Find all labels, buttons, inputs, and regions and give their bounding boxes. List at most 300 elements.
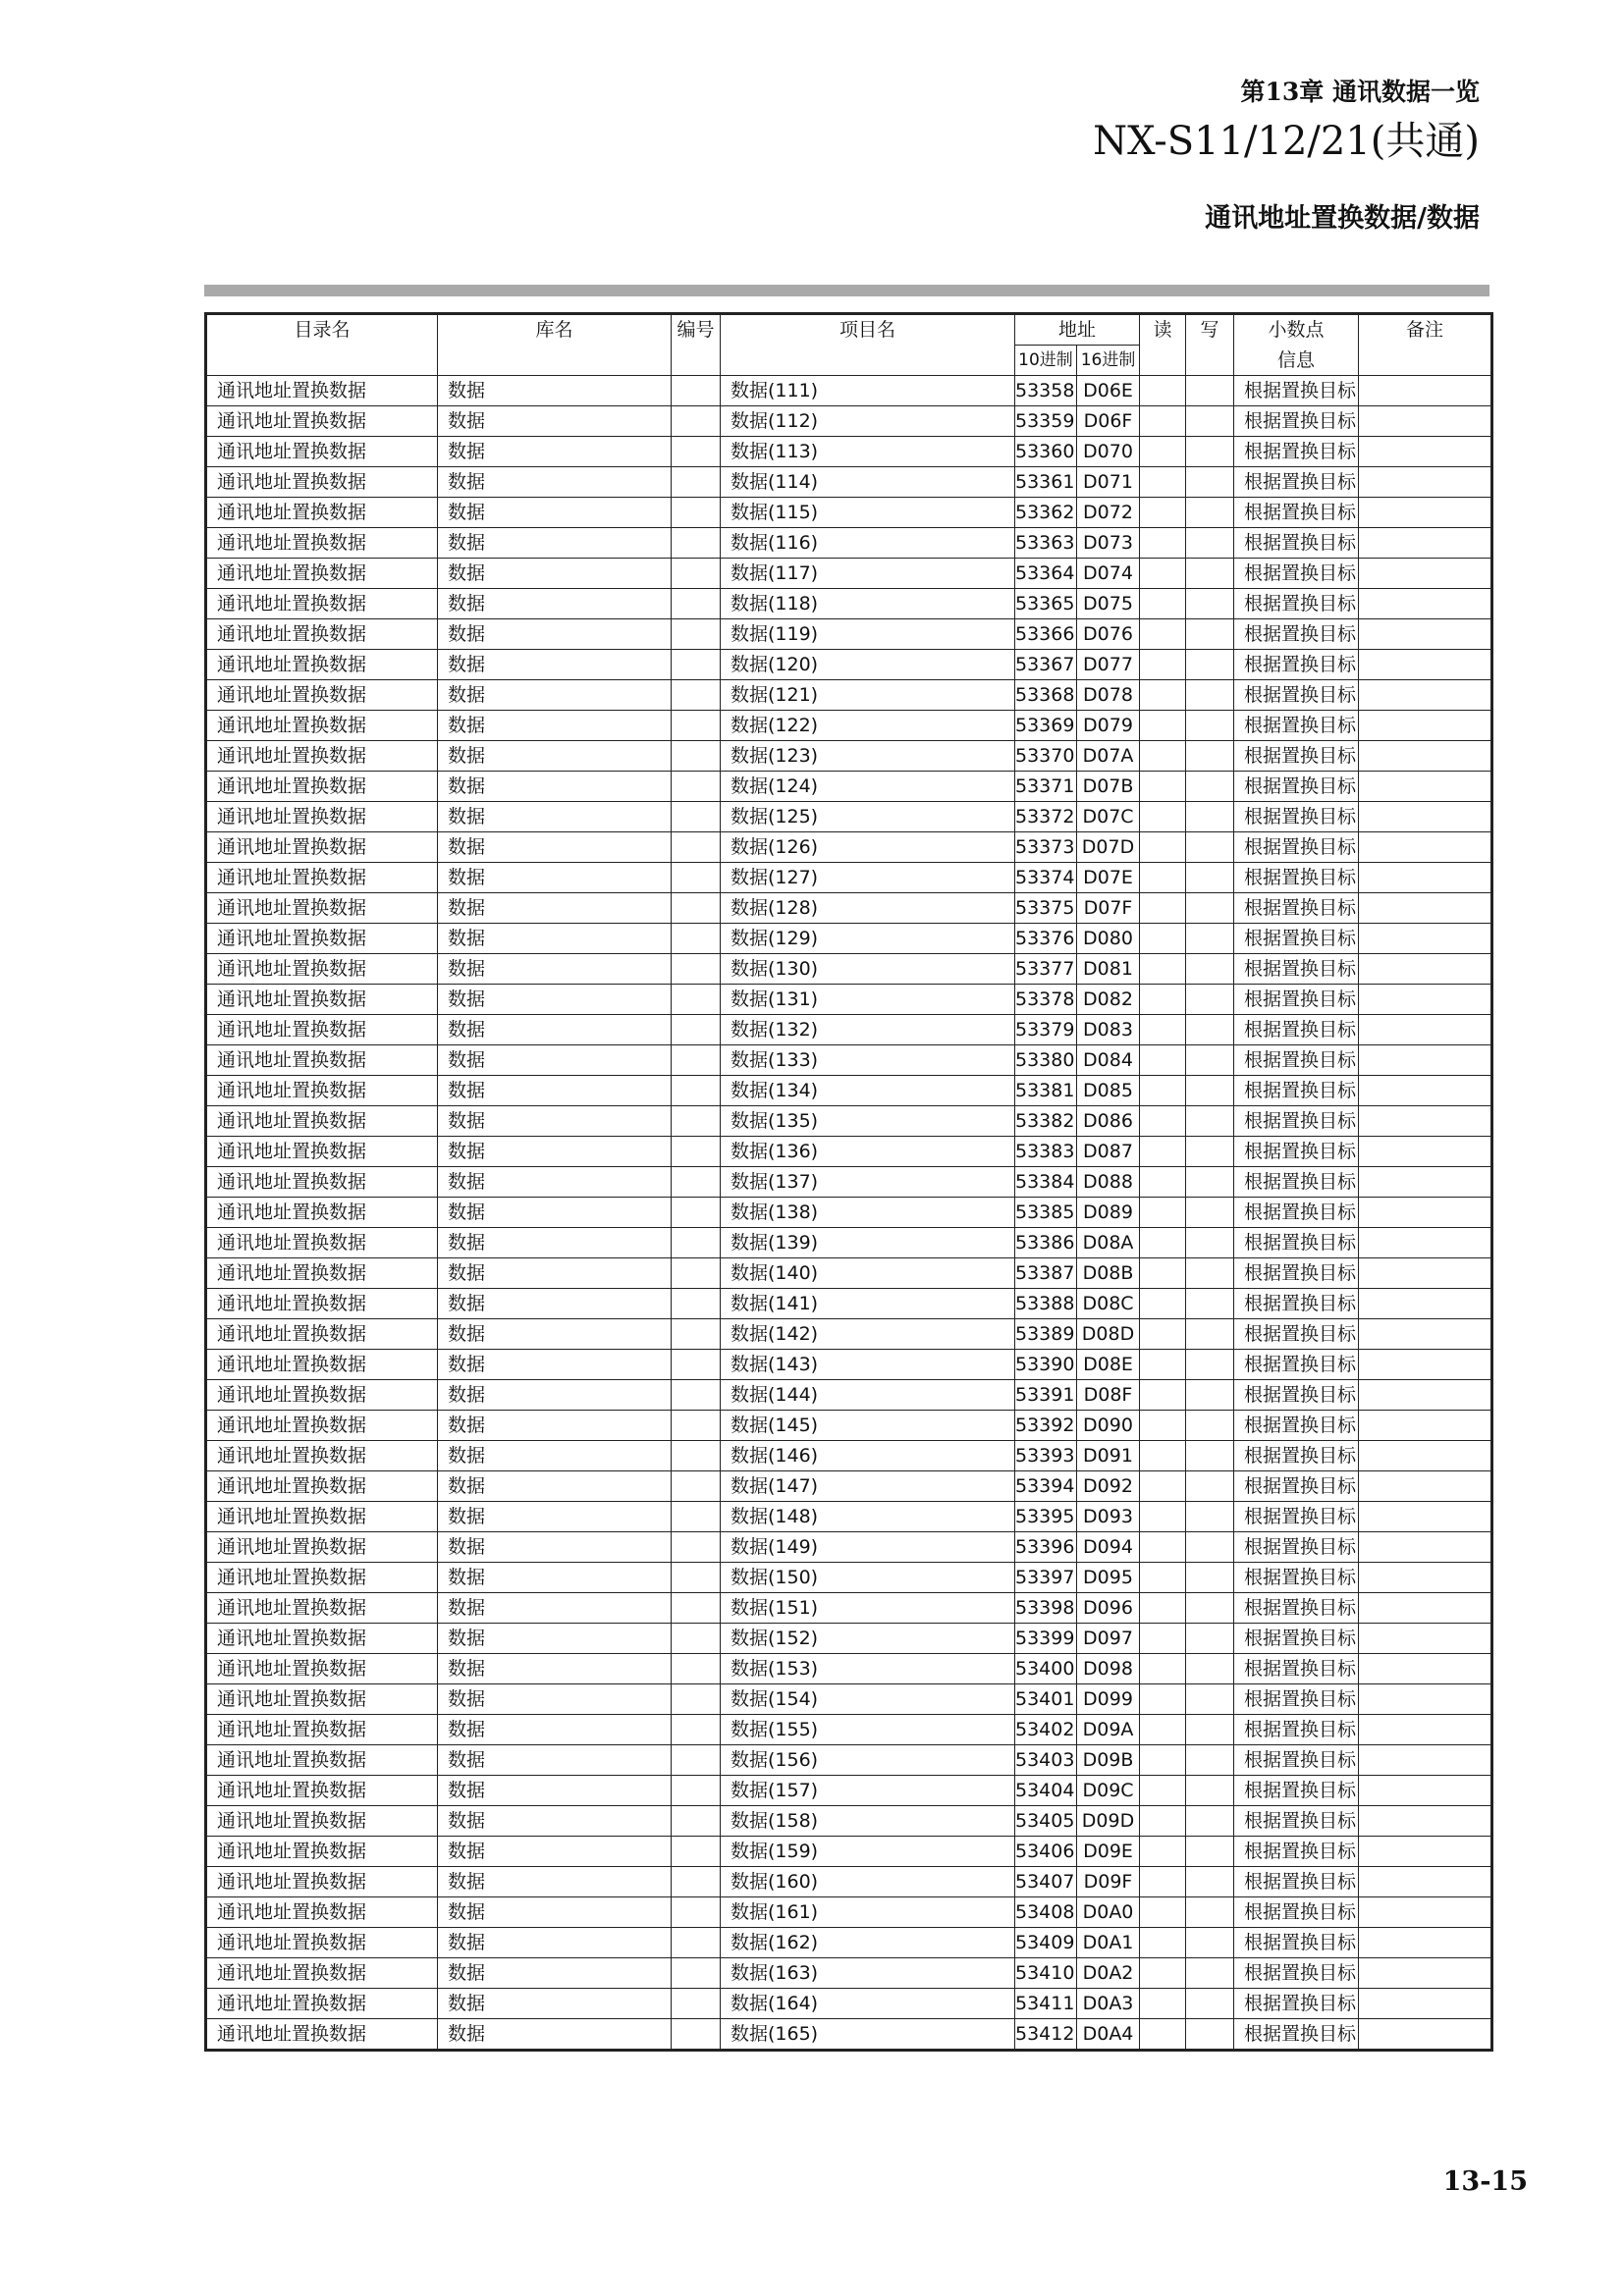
- cell-hex: D085: [1077, 1076, 1140, 1106]
- cell-library: 数据: [438, 1867, 672, 1897]
- cell-write: [1186, 1289, 1234, 1319]
- cell-dec: 53406: [1015, 1837, 1077, 1867]
- cell-library: 数据: [438, 1289, 672, 1319]
- cell-number: [672, 1989, 721, 2019]
- cell-number: [672, 1867, 721, 1897]
- cell-number: [672, 498, 721, 528]
- cell-read: [1140, 1593, 1186, 1624]
- cell-write: [1186, 1837, 1234, 1867]
- cell-write: [1186, 1502, 1234, 1532]
- cell-library: 数据: [438, 1624, 672, 1654]
- cell-read: [1140, 437, 1186, 467]
- cell-number: [672, 711, 721, 741]
- cell-category: 通讯地址置换数据: [206, 832, 438, 863]
- cell-dec: 53407: [1015, 1867, 1077, 1897]
- cell-item: 数据(112): [721, 406, 1015, 437]
- cell-read: [1140, 559, 1186, 589]
- table-row: [206, 1684, 1492, 1715]
- cell-read: [1140, 1350, 1186, 1380]
- table-row: [206, 1045, 1492, 1076]
- col-header-remark: 备注: [1359, 314, 1492, 376]
- cell-remark: [1359, 711, 1492, 741]
- cell-item: 数据(165): [721, 2019, 1015, 2051]
- cell-decimal: 根据置换目标: [1234, 1076, 1359, 1106]
- cell-read: [1140, 1441, 1186, 1471]
- cell-library: 数据: [438, 741, 672, 772]
- table-row: [206, 589, 1492, 619]
- cell-library: 数据: [438, 2019, 672, 2051]
- cell-number: [672, 1684, 721, 1715]
- cell-read: [1140, 1867, 1186, 1897]
- cell-decimal: 根据置换目标: [1234, 1532, 1359, 1563]
- cell-write: [1186, 406, 1234, 437]
- cell-library: 数据: [438, 619, 672, 650]
- cell-hex: D08D: [1077, 1319, 1140, 1350]
- cell-category: 通讯地址置换数据: [206, 1228, 438, 1258]
- cell-item: 数据(143): [721, 1350, 1015, 1380]
- cell-write: [1186, 650, 1234, 680]
- cell-remark: [1359, 1106, 1492, 1137]
- cell-read: [1140, 802, 1186, 832]
- cell-item: 数据(142): [721, 1319, 1015, 1350]
- cell-category: 通讯地址置换数据: [206, 1045, 438, 1076]
- cell-read: [1140, 954, 1186, 985]
- cell-read: [1140, 1228, 1186, 1258]
- cell-remark: [1359, 1806, 1492, 1837]
- cell-write: [1186, 893, 1234, 924]
- cell-number: [672, 376, 721, 406]
- cell-category: 通讯地址置换数据: [206, 376, 438, 406]
- cell-item: 数据(161): [721, 1897, 1015, 1928]
- cell-library: 数据: [438, 1532, 672, 1563]
- cell-item: 数据(130): [721, 954, 1015, 985]
- cell-category: 通讯地址置换数据: [206, 1532, 438, 1563]
- col-header-write: 写: [1186, 314, 1234, 376]
- cell-hex: D08C: [1077, 1289, 1140, 1319]
- cell-write: [1186, 741, 1234, 772]
- cell-decimal: 根据置换目标: [1234, 1258, 1359, 1289]
- cell-number: [672, 1106, 721, 1137]
- table-row: [206, 680, 1492, 711]
- cell-remark: [1359, 498, 1492, 528]
- cell-number: [672, 741, 721, 772]
- cell-write: [1186, 559, 1234, 589]
- cell-category: 通讯地址置换数据: [206, 1897, 438, 1928]
- cell-decimal: 根据置换目标: [1234, 619, 1359, 650]
- cell-category: 通讯地址置换数据: [206, 1989, 438, 2019]
- cell-hex: D088: [1077, 1167, 1140, 1198]
- cell-dec: 53368: [1015, 680, 1077, 711]
- cell-library: 数据: [438, 954, 672, 985]
- cell-read: [1140, 1045, 1186, 1076]
- cell-write: [1186, 1441, 1234, 1471]
- cell-remark: [1359, 1289, 1492, 1319]
- cell-dec: 53360: [1015, 437, 1077, 467]
- cell-read: [1140, 1654, 1186, 1684]
- cell-write: [1186, 498, 1234, 528]
- cell-remark: [1359, 467, 1492, 498]
- cell-category: 通讯地址置换数据: [206, 1198, 438, 1228]
- cell-hex: D087: [1077, 1137, 1140, 1167]
- cell-dec: 53392: [1015, 1411, 1077, 1441]
- table-row: [206, 1806, 1492, 1837]
- cell-dec: 53384: [1015, 1167, 1077, 1198]
- cell-read: [1140, 1989, 1186, 2019]
- cell-number: [672, 1137, 721, 1167]
- cell-number: [672, 680, 721, 711]
- cell-write: [1186, 437, 1234, 467]
- cell-hex: D074: [1077, 559, 1140, 589]
- cell-hex: D084: [1077, 1045, 1140, 1076]
- cell-remark: [1359, 893, 1492, 924]
- cell-item: 数据(157): [721, 1776, 1015, 1806]
- col-header-hex: 16进制: [1077, 346, 1140, 376]
- cell-remark: [1359, 528, 1492, 559]
- cell-category: 通讯地址置换数据: [206, 711, 438, 741]
- cell-write: [1186, 954, 1234, 985]
- cell-read: [1140, 985, 1186, 1015]
- cell-hex: D080: [1077, 924, 1140, 954]
- cell-hex: D07C: [1077, 802, 1140, 832]
- cell-item: 数据(150): [721, 1563, 1015, 1593]
- cell-remark: [1359, 1167, 1492, 1198]
- cell-dec: 53393: [1015, 1441, 1077, 1471]
- cell-library: 数据: [438, 1441, 672, 1471]
- cell-number: [672, 1654, 721, 1684]
- cell-library: 数据: [438, 1806, 672, 1837]
- cell-library: 数据: [438, 559, 672, 589]
- col-header-dec: 10进制: [1015, 346, 1077, 376]
- table-row: [206, 1776, 1492, 1806]
- cell-decimal: 根据置换目标: [1234, 1928, 1359, 1958]
- cell-write: [1186, 802, 1234, 832]
- table-row: [206, 832, 1492, 863]
- cell-write: [1186, 1045, 1234, 1076]
- cell-hex: D089: [1077, 1198, 1140, 1228]
- cell-read: [1140, 893, 1186, 924]
- cell-read: [1140, 1624, 1186, 1654]
- cell-item: 数据(163): [721, 1958, 1015, 1989]
- cell-number: [672, 1593, 721, 1624]
- cell-item: 数据(117): [721, 559, 1015, 589]
- cell-number: [672, 1258, 721, 1289]
- cell-read: [1140, 711, 1186, 741]
- cell-number: [672, 863, 721, 893]
- cell-decimal: 根据置换目标: [1234, 1806, 1359, 1837]
- table-row: [206, 1258, 1492, 1289]
- cell-remark: [1359, 1258, 1492, 1289]
- cell-write: [1186, 924, 1234, 954]
- cell-remark: [1359, 1624, 1492, 1654]
- cell-library: 数据: [438, 680, 672, 711]
- table-row: [206, 1015, 1492, 1045]
- cell-number: [672, 1624, 721, 1654]
- cell-dec: 53396: [1015, 1532, 1077, 1563]
- cell-hex: D098: [1077, 1654, 1140, 1684]
- cell-item: 数据(138): [721, 1198, 1015, 1228]
- cell-category: 通讯地址置换数据: [206, 863, 438, 893]
- cell-library: 数据: [438, 985, 672, 1015]
- cell-category: 通讯地址置换数据: [206, 924, 438, 954]
- cell-decimal: 根据置换目标: [1234, 832, 1359, 863]
- cell-dec: 53369: [1015, 711, 1077, 741]
- cell-item: 数据(147): [721, 1471, 1015, 1502]
- cell-library: 数据: [438, 1745, 672, 1776]
- cell-remark: [1359, 1471, 1492, 1502]
- cell-item: 数据(120): [721, 650, 1015, 680]
- cell-category: 通讯地址置换数据: [206, 437, 438, 467]
- cell-library: 数据: [438, 1350, 672, 1380]
- cell-read: [1140, 406, 1186, 437]
- cell-category: 通讯地址置换数据: [206, 650, 438, 680]
- cell-library: 数据: [438, 1411, 672, 1441]
- cell-library: 数据: [438, 863, 672, 893]
- cell-remark: [1359, 1411, 1492, 1441]
- table-row: [206, 1411, 1492, 1441]
- cell-library: 数据: [438, 589, 672, 619]
- table-row: [206, 1593, 1492, 1624]
- cell-category: 通讯地址置换数据: [206, 1958, 438, 1989]
- table-row: [206, 1319, 1492, 1350]
- cell-read: [1140, 650, 1186, 680]
- section-title: 通讯地址置换数据/数据: [1205, 203, 1480, 234]
- cell-number: [672, 1411, 721, 1441]
- cell-hex: D08B: [1077, 1258, 1140, 1289]
- table-row: [206, 802, 1492, 832]
- cell-library: 数据: [438, 711, 672, 741]
- cell-read: [1140, 832, 1186, 863]
- cell-read: [1140, 1471, 1186, 1502]
- cell-dec: 53370: [1015, 741, 1077, 772]
- cell-library: 数据: [438, 924, 672, 954]
- cell-write: [1186, 1228, 1234, 1258]
- cell-dec: 53362: [1015, 498, 1077, 528]
- cell-write: [1186, 680, 1234, 711]
- cell-write: [1186, 1867, 1234, 1897]
- cell-read: [1140, 741, 1186, 772]
- cell-decimal: 根据置换目标: [1234, 437, 1359, 467]
- cell-remark: [1359, 406, 1492, 437]
- cell-hex: D09F: [1077, 1867, 1140, 1897]
- cell-write: [1186, 1624, 1234, 1654]
- cell-decimal: 根据置换目标: [1234, 1502, 1359, 1532]
- table-row: [206, 498, 1492, 528]
- table-row: [206, 1624, 1492, 1654]
- cell-decimal: 根据置换目标: [1234, 467, 1359, 498]
- cell-dec: 53366: [1015, 619, 1077, 650]
- cell-write: [1186, 1593, 1234, 1624]
- cell-category: 通讯地址置换数据: [206, 559, 438, 589]
- cell-remark: [1359, 1837, 1492, 1867]
- cell-decimal: 根据置换目标: [1234, 741, 1359, 772]
- table-row: [206, 1928, 1492, 1958]
- table-row: [206, 1137, 1492, 1167]
- table-row: [206, 406, 1492, 437]
- cell-library: 数据: [438, 498, 672, 528]
- cell-dec: 53404: [1015, 1776, 1077, 1806]
- cell-hex: D081: [1077, 954, 1140, 985]
- cell-category: 通讯地址置换数据: [206, 589, 438, 619]
- cell-remark: [1359, 1319, 1492, 1350]
- table-row: [206, 1958, 1492, 1989]
- col-header-category: 目录名: [206, 314, 438, 376]
- cell-hex: D099: [1077, 1684, 1140, 1715]
- cell-category: 通讯地址置换数据: [206, 1350, 438, 1380]
- cell-dec: 53358: [1015, 376, 1077, 406]
- cell-library: 数据: [438, 772, 672, 802]
- cell-category: 通讯地址置换数据: [206, 893, 438, 924]
- cell-number: [672, 1045, 721, 1076]
- cell-decimal: 根据置换目标: [1234, 1684, 1359, 1715]
- cell-category: 通讯地址置换数据: [206, 1319, 438, 1350]
- table-row: [206, 985, 1492, 1015]
- cell-dec: 53381: [1015, 1076, 1077, 1106]
- chapter-title: 第13章 通讯数据一览: [1240, 78, 1480, 106]
- cell-decimal: 根据置换目标: [1234, 1319, 1359, 1350]
- cell-library: 数据: [438, 1228, 672, 1258]
- cell-dec: 53382: [1015, 1106, 1077, 1137]
- cell-library: 数据: [438, 1380, 672, 1411]
- cell-hex: D077: [1077, 650, 1140, 680]
- cell-dec: 53390: [1015, 1350, 1077, 1380]
- col-header-address: 地址: [1015, 314, 1140, 346]
- table-row: [206, 559, 1492, 589]
- cell-item: 数据(156): [721, 1745, 1015, 1776]
- cell-dec: 53379: [1015, 1015, 1077, 1045]
- cell-number: [672, 1350, 721, 1380]
- cell-hex: D071: [1077, 467, 1140, 498]
- cell-read: [1140, 1563, 1186, 1593]
- cell-item: 数据(128): [721, 893, 1015, 924]
- table-row: [206, 863, 1492, 893]
- cell-item: 数据(122): [721, 711, 1015, 741]
- cell-item: 数据(162): [721, 1928, 1015, 1958]
- cell-number: [672, 1289, 721, 1319]
- cell-hex: D072: [1077, 498, 1140, 528]
- cell-decimal: 根据置换目标: [1234, 1198, 1359, 1228]
- cell-number: [672, 2019, 721, 2051]
- cell-decimal: 根据置换目标: [1234, 1137, 1359, 1167]
- cell-dec: 53364: [1015, 559, 1077, 589]
- cell-write: [1186, 1258, 1234, 1289]
- cell-write: [1186, 1350, 1234, 1380]
- cell-category: 通讯地址置换数据: [206, 1289, 438, 1319]
- cell-remark: [1359, 1684, 1492, 1715]
- cell-dec: 53395: [1015, 1502, 1077, 1532]
- cell-category: 通讯地址置换数据: [206, 1563, 438, 1593]
- cell-number: [672, 1198, 721, 1228]
- cell-decimal: 根据置换目标: [1234, 1837, 1359, 1867]
- cell-remark: [1359, 1441, 1492, 1471]
- table-row: [206, 2019, 1492, 2051]
- cell-decimal: 根据置换目标: [1234, 498, 1359, 528]
- cell-read: [1140, 1015, 1186, 1045]
- table-row: [206, 1076, 1492, 1106]
- cell-remark: [1359, 650, 1492, 680]
- cell-write: [1186, 589, 1234, 619]
- cell-decimal: 根据置换目标: [1234, 528, 1359, 559]
- cell-number: [672, 650, 721, 680]
- cell-library: 数据: [438, 406, 672, 437]
- cell-number: [672, 893, 721, 924]
- cell-dec: 53391: [1015, 1380, 1077, 1411]
- cell-library: 数据: [438, 1776, 672, 1806]
- cell-dec: 53394: [1015, 1471, 1077, 1502]
- cell-write: [1186, 1076, 1234, 1106]
- cell-library: 数据: [438, 650, 672, 680]
- cell-dec: 53363: [1015, 528, 1077, 559]
- cell-item: 数据(154): [721, 1684, 1015, 1715]
- cell-decimal: 根据置换目标: [1234, 924, 1359, 954]
- cell-item: 数据(129): [721, 924, 1015, 954]
- cell-category: 通讯地址置换数据: [206, 1106, 438, 1137]
- cell-library: 数据: [438, 1045, 672, 1076]
- cell-category: 通讯地址置换数据: [206, 985, 438, 1015]
- cell-remark: [1359, 1776, 1492, 1806]
- cell-library: 数据: [438, 1106, 672, 1137]
- cell-hex: D095: [1077, 1563, 1140, 1593]
- cell-remark: [1359, 1502, 1492, 1532]
- cell-read: [1140, 498, 1186, 528]
- cell-write: [1186, 376, 1234, 406]
- cell-number: [672, 985, 721, 1015]
- table-row: [206, 711, 1492, 741]
- cell-remark: [1359, 1228, 1492, 1258]
- cell-write: [1186, 863, 1234, 893]
- cell-number: [672, 619, 721, 650]
- cell-item: 数据(132): [721, 1015, 1015, 1045]
- cell-dec: 53400: [1015, 1654, 1077, 1684]
- cell-write: [1186, 1684, 1234, 1715]
- page-number: 13-15: [1442, 2166, 1528, 2197]
- cell-remark: [1359, 1532, 1492, 1563]
- cell-item: 数据(152): [721, 1624, 1015, 1654]
- cell-category: 通讯地址置换数据: [206, 1167, 438, 1198]
- cell-library: 数据: [438, 1593, 672, 1624]
- cell-decimal: 根据置换目标: [1234, 1776, 1359, 1806]
- cell-hex: D0A4: [1077, 2019, 1140, 2051]
- cell-decimal: 根据置换目标: [1234, 1624, 1359, 1654]
- cell-read: [1140, 1076, 1186, 1106]
- cell-dec: 53408: [1015, 1897, 1077, 1928]
- cell-number: [672, 1228, 721, 1258]
- cell-category: 通讯地址置换数据: [206, 2019, 438, 2051]
- cell-hex: D06F: [1077, 406, 1140, 437]
- cell-write: [1186, 832, 1234, 863]
- cell-item: 数据(115): [721, 498, 1015, 528]
- cell-dec: 53398: [1015, 1593, 1077, 1624]
- cell-hex: D08E: [1077, 1350, 1140, 1380]
- col-header-number: 编号: [672, 314, 721, 376]
- cell-decimal: 根据置换目标: [1234, 406, 1359, 437]
- cell-read: [1140, 1167, 1186, 1198]
- cell-number: [672, 437, 721, 467]
- cell-remark: [1359, 1015, 1492, 1045]
- cell-item: 数据(113): [721, 437, 1015, 467]
- cell-remark: [1359, 832, 1492, 863]
- cell-dec: 53389: [1015, 1319, 1077, 1350]
- cell-dec: 53377: [1015, 954, 1077, 985]
- cell-write: [1186, 1137, 1234, 1167]
- cell-hex: D09C: [1077, 1776, 1140, 1806]
- cell-read: [1140, 1684, 1186, 1715]
- cell-remark: [1359, 589, 1492, 619]
- cell-remark: [1359, 1137, 1492, 1167]
- cell-remark: [1359, 1867, 1492, 1897]
- model-title: NX-S11/12/21(共通): [1093, 119, 1480, 164]
- cell-hex: D07A: [1077, 741, 1140, 772]
- cell-category: 通讯地址置换数据: [206, 1776, 438, 1806]
